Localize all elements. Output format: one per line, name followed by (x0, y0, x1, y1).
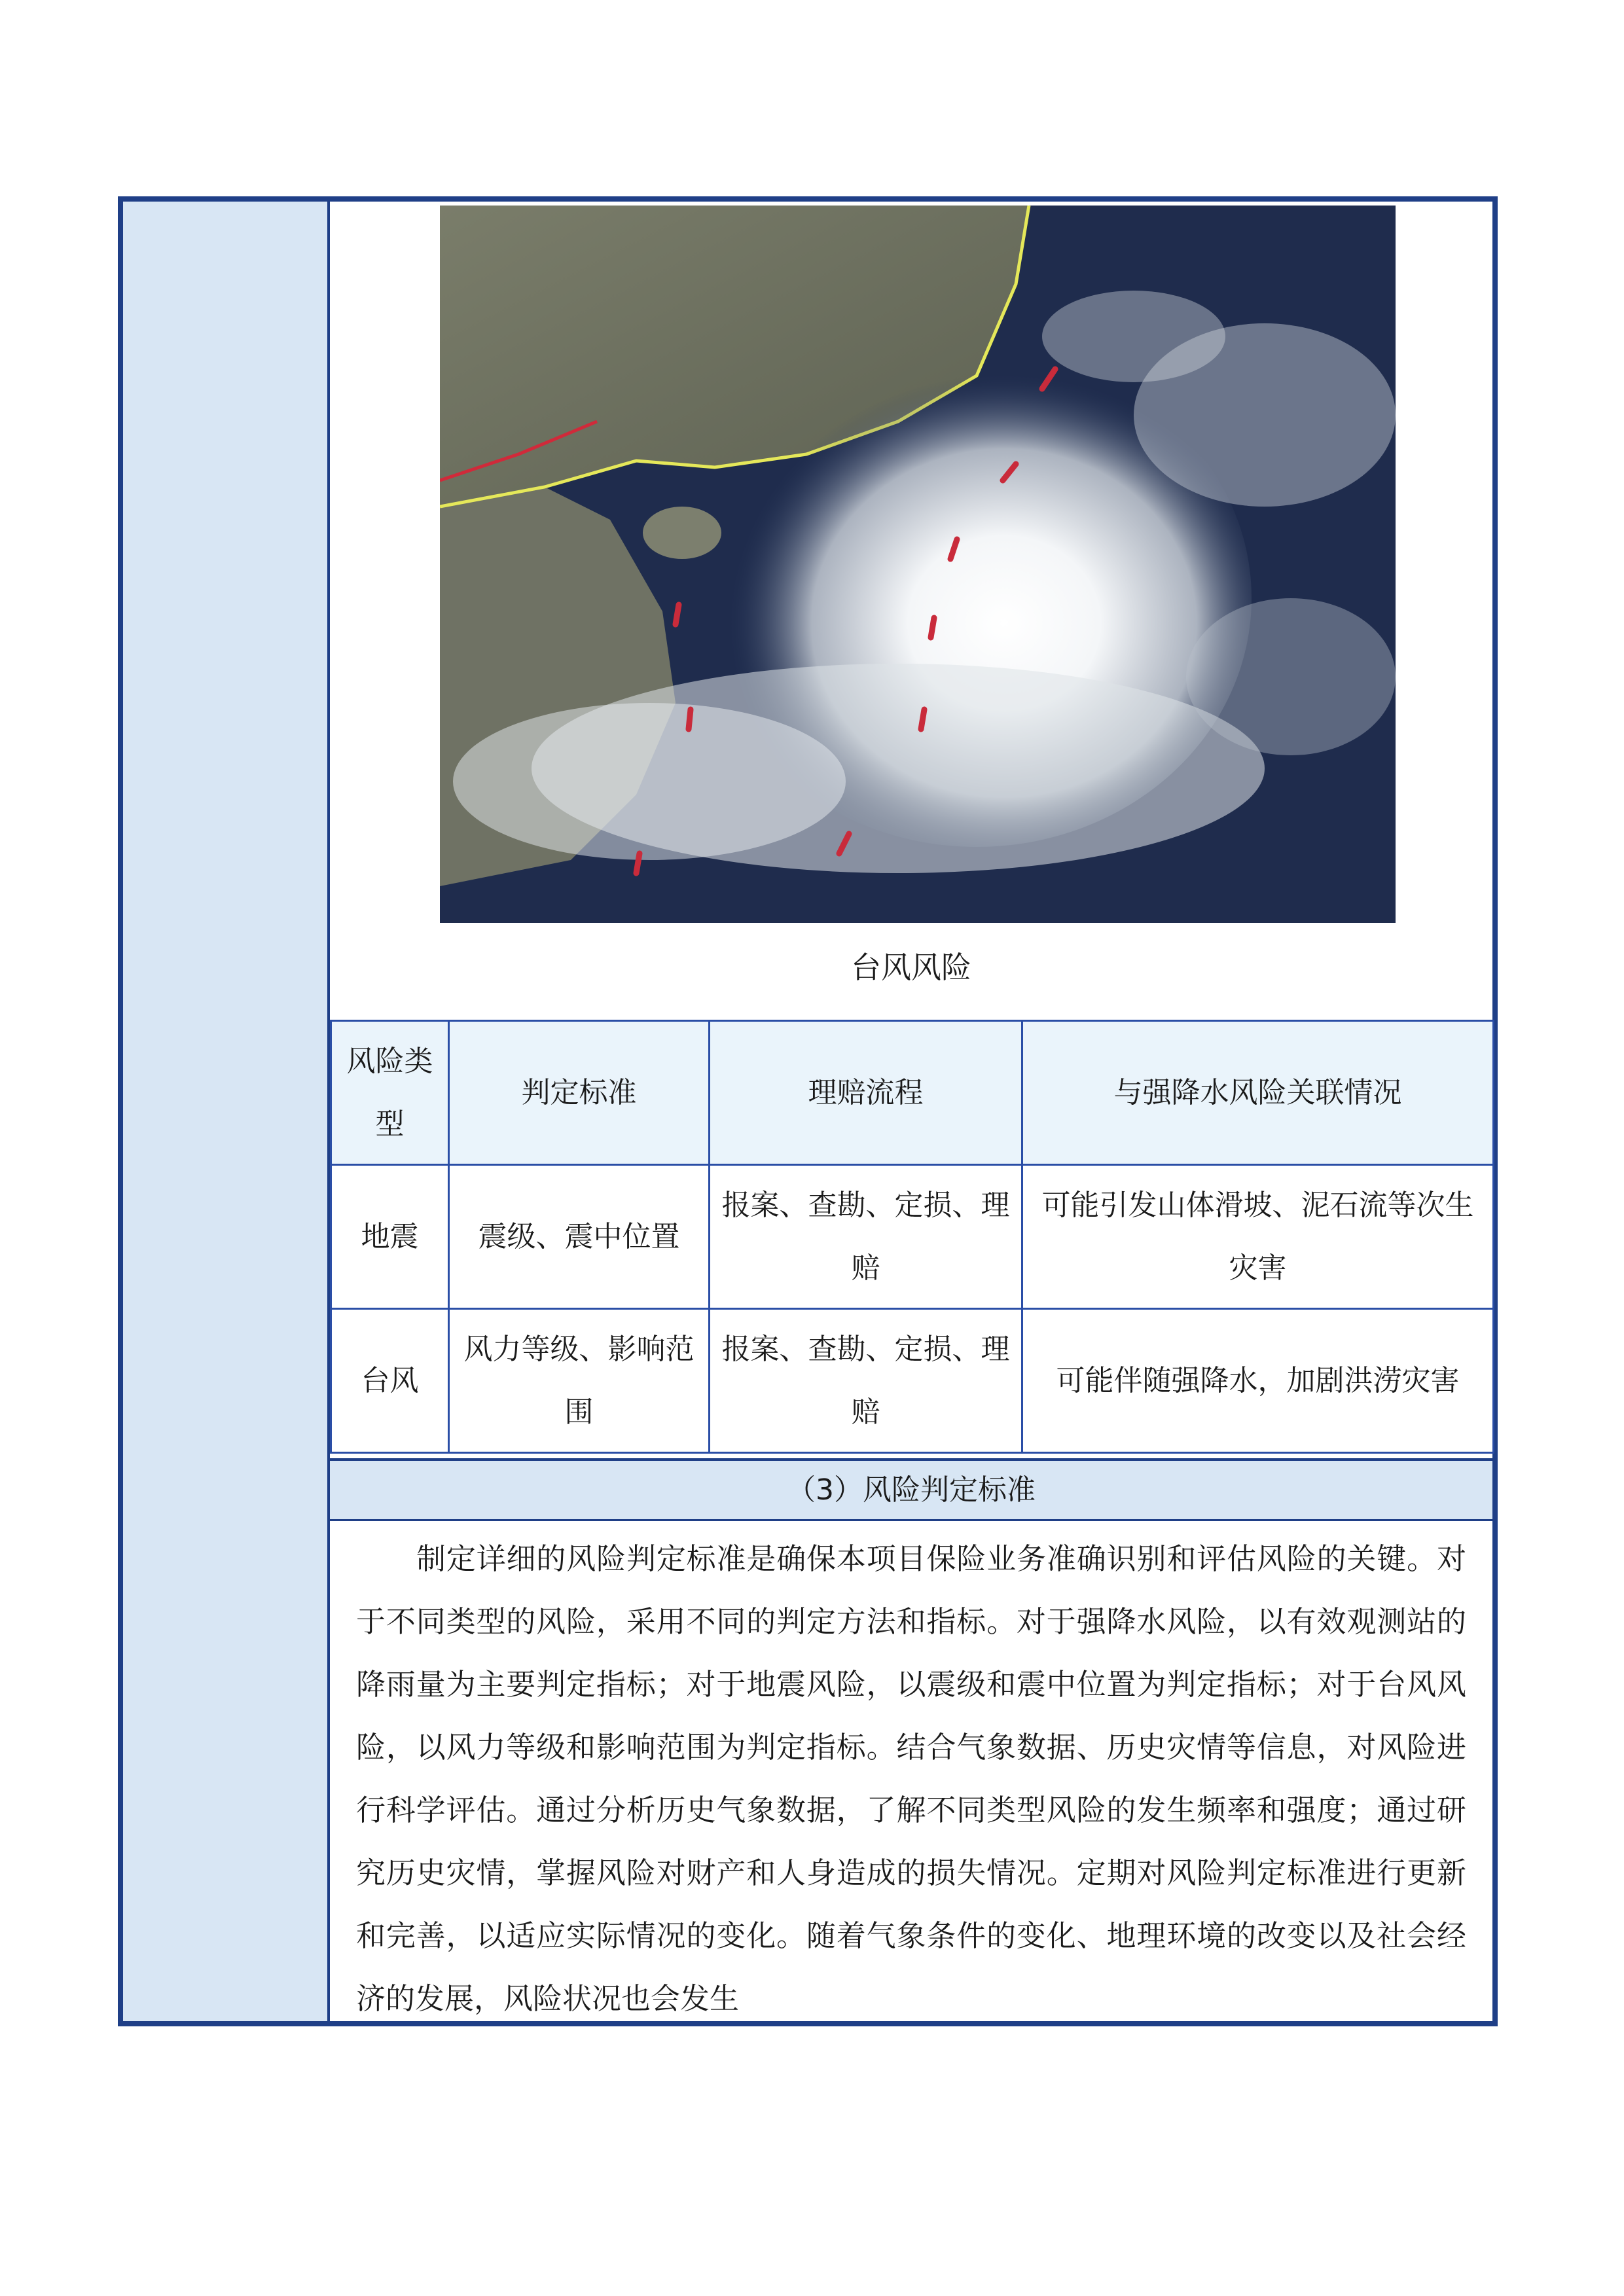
cell-criteria: 震级、震中位置 (449, 1165, 710, 1309)
typhoon-satellite-image (440, 206, 1396, 923)
body-paragraph: 制定详细的风险判定标准是确保本项目保险业务准确识别和评估风险的关键。对于不同类型的风险，采用不同的判定方法和指标。对于强降水风险，以有效观测站的降雨量为主要判定指标；对于地震风险，以震级和震中位置为判定指标；对于台风风险，以风力等级和影响范围为判定指标。结合气象数据、历史灾情等信息，对风险进行科学评估。通过分析历史气象数据，了解不同类型风险的发生频率和强度；通过研究历史灾情，掌握风险对财产和人身造成的损失情况。定期对风险判定标准进行更新和完善，以适应实际情况的变化。随着气象条件的变化、地理环境的改变以及社会经济的发展，风险状况也会发生 (356, 1541, 1466, 2016)
cell-claims-process: 报案、查勘、定损、理赔 (710, 1309, 1022, 1453)
content-column (330, 202, 1492, 2021)
cell-criteria: 风力等级、影响范围 (449, 1309, 710, 1453)
table-row (331, 1165, 1494, 1309)
cell-risk-type: 地震 (331, 1165, 449, 1309)
document-frame (118, 196, 1498, 2026)
cell-rain-relation: 可能引发山体滑坡、泥石流等次生灾害 (1022, 1165, 1494, 1309)
left-label-column (123, 202, 330, 2021)
header-rain-relation: 与强降水风险关联情况 (1022, 1021, 1494, 1165)
cell-rain-relation: 可能伴随强降水，加剧洪涝灾害 (1022, 1309, 1494, 1453)
cell-risk-type: 台风 (331, 1309, 449, 1453)
table-header-row (331, 1021, 1494, 1165)
section-title: （3）风险判定标准 (330, 1458, 1492, 1521)
table-row (331, 1309, 1494, 1453)
satellite-typhoon-icon (440, 206, 1396, 923)
risk-table (330, 1020, 1494, 1454)
header-criteria: 判定标准 (449, 1021, 710, 1165)
header-claims-process: 理赔流程 (710, 1021, 1022, 1165)
cell-claims-process: 报案、查勘、定损、理赔 (710, 1165, 1022, 1309)
figure-caption: 台风风险 (851, 950, 971, 985)
header-risk-type: 风险类型 (331, 1021, 449, 1165)
